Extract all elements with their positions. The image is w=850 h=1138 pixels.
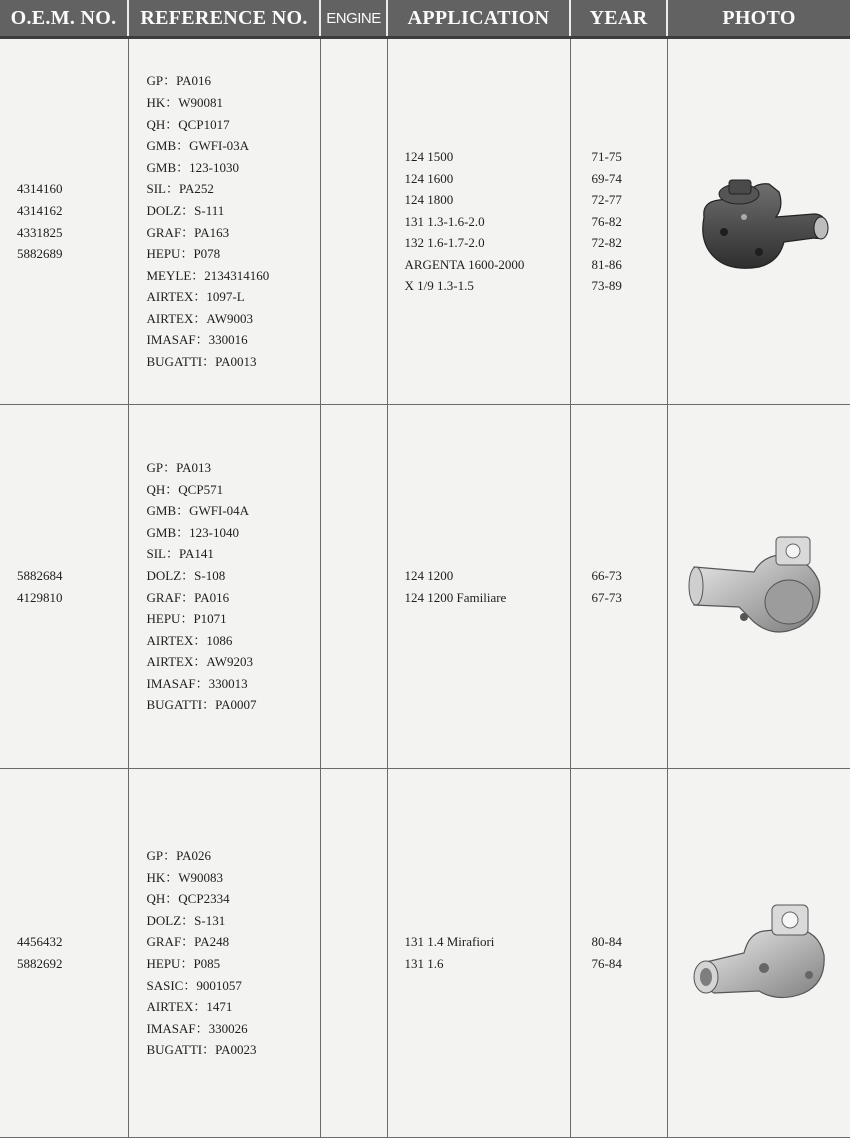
reference-number: BUGATTI：PA0023 (147, 1039, 320, 1061)
oem-number: 4129810 (17, 587, 128, 609)
reference-cell (128, 405, 320, 769)
table-row (0, 405, 850, 769)
oem-number: 5882689 (17, 243, 128, 265)
reference-number: BUGATTI：PA0013 (147, 351, 320, 373)
reference-cell (128, 769, 320, 1138)
year-range: 69-74 (592, 168, 667, 190)
header-oem: O.E.M. NO. (0, 0, 128, 38)
application-entry: X 1/9 1.3-1.5 (405, 275, 570, 297)
application-entry: 124 1800 (405, 189, 570, 211)
reference-number: GP：PA026 (147, 845, 320, 867)
reference-number: HEPU：P078 (147, 243, 320, 265)
oem-number: 4456432 (17, 931, 128, 953)
reference-number: SIL：PA252 (147, 178, 320, 200)
reference-number: HK：W90081 (147, 92, 320, 114)
photo-cell (667, 769, 850, 1138)
reference-number: GMB：GWFI-04A (147, 500, 320, 522)
reference-number: HEPU：P085 (147, 953, 320, 975)
engine-cell (320, 769, 387, 1138)
application-cell (387, 405, 570, 769)
application-entry: 124 1500 (405, 146, 570, 168)
reference-number: BUGATTI：PA0007 (147, 694, 320, 716)
oem-number: 4331825 (17, 222, 128, 244)
year-cell (570, 38, 667, 405)
application-entry: 131 1.6 (405, 953, 570, 975)
application-cell (387, 769, 570, 1138)
reference-number: AIRTEX：1471 (147, 996, 320, 1018)
application-entry: 132 1.6-1.7-2.0 (405, 232, 570, 254)
reference-number: GRAF：PA163 (147, 222, 320, 244)
reference-number: GRAF：PA248 (147, 931, 320, 953)
application-entry: 124 1200 (405, 565, 570, 587)
year-range: 80-84 (592, 931, 667, 953)
reference-number: SIL：PA141 (147, 543, 320, 565)
year-range: 73-89 (592, 275, 667, 297)
year-range: 76-84 (592, 953, 667, 975)
application-cell (387, 38, 570, 405)
reference-number: IMASAF：330026 (147, 1018, 320, 1040)
year-range: 81-86 (592, 254, 667, 276)
year-range: 71-75 (592, 146, 667, 168)
reference-number: IMASAF：330016 (147, 329, 320, 351)
reference-number: DOLZ：S-111 (147, 200, 320, 222)
reference-number: AIRTEX：AW9203 (147, 651, 320, 673)
year-cell (570, 769, 667, 1138)
reference-number: DOLZ：S-108 (147, 565, 320, 587)
reference-cell (128, 38, 320, 405)
table-row (0, 769, 850, 1138)
reference-number: GP：PA016 (147, 70, 320, 92)
reference-number: MEYLE：2134314160 (147, 265, 320, 287)
reference-number: AIRTEX：AW9003 (147, 308, 320, 330)
oem-cell (0, 769, 128, 1138)
oem-number: 5882684 (17, 565, 128, 587)
engine-cell (320, 405, 387, 769)
reference-number: GMB：123-1040 (147, 522, 320, 544)
water-pump-photo (668, 527, 850, 647)
year-range: 76-82 (592, 211, 667, 233)
oem-number: 4314162 (17, 200, 128, 222)
reference-number: HK：W90083 (147, 867, 320, 889)
oem-number: 4314160 (17, 178, 128, 200)
reference-number: QH：QCP2334 (147, 888, 320, 910)
reference-number: GRAF：PA016 (147, 587, 320, 609)
reference-number: GMB：GWFI-03A (147, 135, 320, 157)
header-year: YEAR (570, 0, 667, 38)
photo-cell (667, 405, 850, 769)
table-row (0, 38, 850, 405)
oem-cell (0, 405, 128, 769)
application-entry: 131 1.3-1.6-2.0 (405, 211, 570, 233)
reference-number: QH：QCP1017 (147, 114, 320, 136)
year-range: 72-82 (592, 232, 667, 254)
header-application: APPLICATION (387, 0, 570, 38)
reference-number: AIRTEX：1086 (147, 630, 320, 652)
header-row (0, 0, 850, 38)
oem-cell (0, 38, 128, 405)
year-cell (570, 405, 667, 769)
header-reference: REFERENCE NO. (128, 0, 320, 38)
photo-cell (667, 38, 850, 405)
oem-number: 5882692 (17, 953, 128, 975)
year-range: 67-73 (592, 587, 667, 609)
reference-number: HEPU：P1071 (147, 608, 320, 630)
year-range: 72-77 (592, 189, 667, 211)
reference-number: QH：QCP571 (147, 479, 320, 501)
reference-number: SASIC：9001057 (147, 975, 320, 997)
application-entry: ARGENTA 1600-2000 (405, 254, 570, 276)
year-range: 66-73 (592, 565, 667, 587)
reference-number: IMASAF：330013 (147, 673, 320, 695)
engine-cell (320, 38, 387, 405)
water-pump-photo (668, 162, 850, 282)
reference-number: GP：PA013 (147, 457, 320, 479)
header-photo: PHOTO (667, 0, 850, 38)
application-entry: 124 1600 (405, 168, 570, 190)
water-pump-photo (668, 893, 850, 1013)
application-entry: 131 1.4 Mirafiori (405, 931, 570, 953)
header-engine: ENGINE (320, 0, 387, 38)
application-entry: 124 1200 Familiare (405, 587, 570, 609)
reference-number: GMB：123-1030 (147, 157, 320, 179)
reference-number: AIRTEX：1097-L (147, 286, 320, 308)
reference-number: DOLZ：S-131 (147, 910, 320, 932)
